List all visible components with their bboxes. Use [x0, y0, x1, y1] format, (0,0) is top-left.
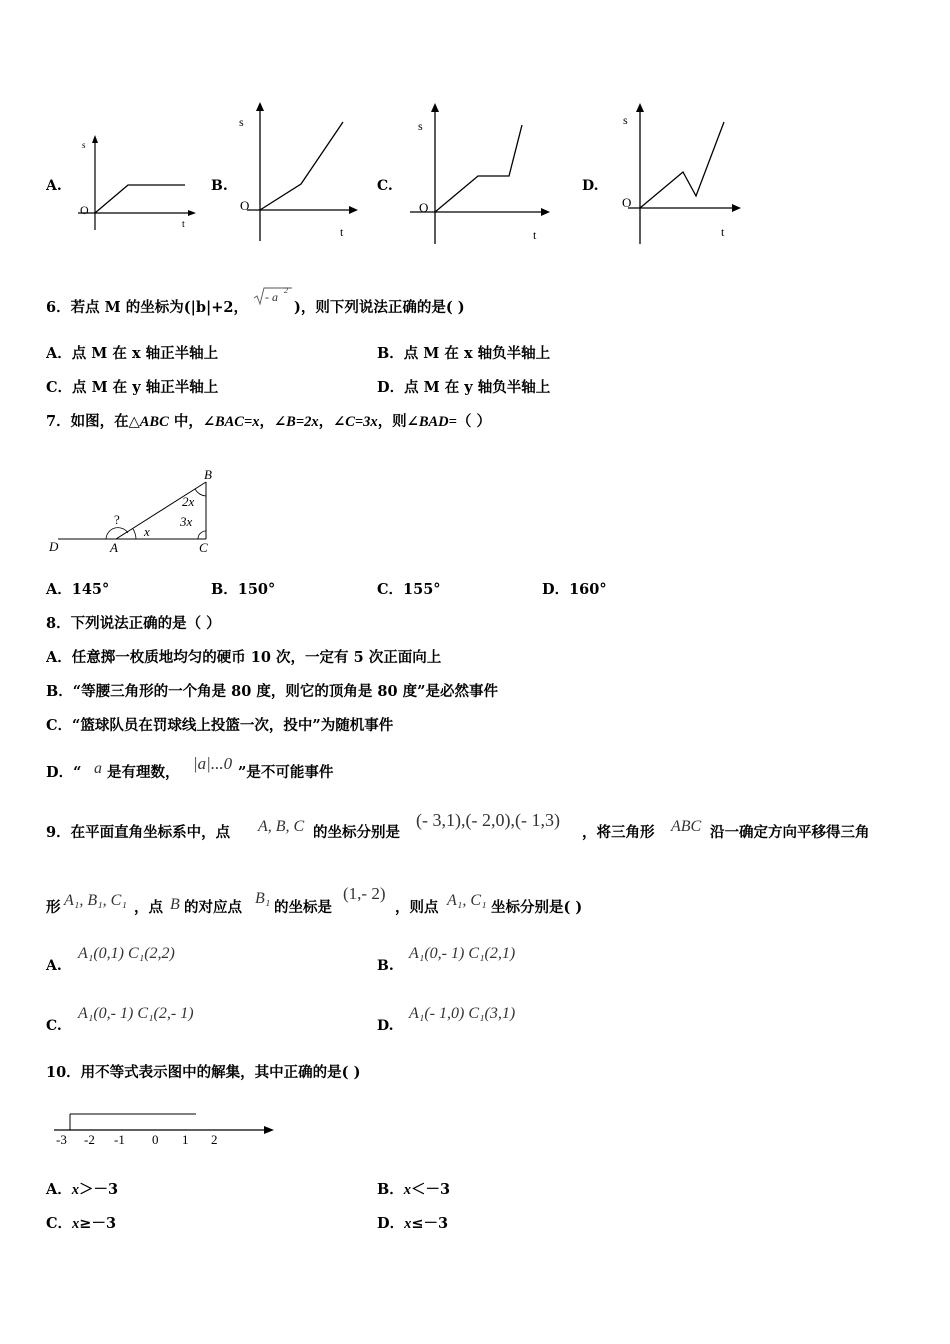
q8-stem: 8．下列说法正确的是（ ）	[46, 615, 221, 632]
q7-text: ，∠	[318, 413, 346, 430]
q9-coords: (- 3,1),(- 2,0),(- 1,3)	[416, 810, 560, 830]
angle-x-label: x	[144, 524, 150, 539]
angle-2x-label: 2x	[182, 494, 195, 509]
q9-text: ，点	[134, 899, 163, 916]
q7-text: 中，∠	[168, 413, 215, 430]
q9-text: ，则点	[395, 899, 439, 916]
q9-text: ，将三角形	[582, 824, 655, 841]
tick-label: 1	[182, 1132, 189, 1147]
option-letter: B．	[377, 1181, 404, 1198]
q10-stem: 10．用不等式表示图中的解集，其中正确的是( )	[46, 1064, 361, 1081]
q10-option-d[interactable]	[377, 1214, 448, 1234]
q7-triangle-figure	[44, 460, 224, 560]
t-label: t	[340, 225, 344, 239]
option-letter: A．	[46, 1181, 72, 1198]
option-letter: D.	[582, 178, 599, 194]
q7-text: ，∠	[259, 413, 287, 430]
option-letter: D．	[377, 1215, 405, 1232]
option-var: x	[72, 1216, 80, 1232]
q9-points: A, B, C	[258, 818, 305, 835]
s-label: s	[239, 115, 244, 129]
origin-label: O	[622, 195, 632, 210]
tick-label: 0	[152, 1132, 159, 1147]
q10-option-c[interactable]	[46, 1214, 116, 1234]
q6-radicand: - a	[265, 290, 278, 304]
graph-c	[405, 98, 555, 246]
option-letter: D.	[377, 1018, 394, 1034]
q9-option-c-text: A₁(0,- 1) C₁(2,- 1)	[78, 1005, 194, 1022]
q8-d-abs: |a|...0	[193, 754, 233, 773]
q8-option-a[interactable]: A．任意掷一枚质地均匀的硬币 10 次，一定有 5 次正面向上	[46, 649, 442, 666]
t-label: t	[721, 225, 725, 239]
question-angle-label: ?	[114, 512, 120, 527]
q7-angle-b: B=2x	[286, 414, 319, 430]
option-letter: B.	[377, 958, 394, 974]
q8-d-mid: 是有理数，	[107, 764, 180, 781]
s-label: s	[82, 140, 86, 150]
q7-angle-c: C=3x	[345, 414, 378, 430]
q9-option-a-text: A₁(0,1) C₁(2,2)	[78, 945, 175, 962]
q7-option-b[interactable]: B．150°	[211, 581, 276, 598]
q8-d-suffix: ”是不可能事件	[238, 764, 334, 781]
q9-text: 的坐标是	[274, 899, 332, 916]
q9-points-a1c1: A₁, C₁	[447, 892, 487, 909]
point-c-label: C	[199, 540, 208, 555]
tick-label: -1	[114, 1132, 125, 1147]
q7-abc: ABC	[139, 414, 169, 430]
point-a-label: A	[110, 540, 118, 555]
q9-point-b: B	[170, 896, 180, 913]
q7-stem	[46, 412, 491, 432]
q6-stem	[46, 298, 248, 318]
q7-text: 7．如图，在△	[46, 413, 140, 430]
q6-stem-prefix: 6．若点 M 的坐标为(|b|+2，	[46, 299, 249, 316]
option-var: x	[404, 1216, 412, 1232]
option-letter: C.	[377, 178, 393, 194]
angle-3x-label: 3x	[180, 514, 193, 529]
q8-option-c[interactable]: C．“篮球队员在罚球线上投篮一次，投中”为随机事件	[46, 717, 394, 734]
q9-image-points: A₁, B₁, C₁	[64, 892, 127, 909]
q6-exponent: 2	[284, 286, 288, 295]
q7-text: ，则∠	[377, 413, 419, 430]
option-letter: C.	[46, 1018, 62, 1034]
graph-d	[608, 98, 748, 246]
q7-angle-bad: BAD=	[418, 414, 457, 430]
origin-label: O	[80, 203, 89, 217]
graph-b	[235, 98, 365, 243]
q7-angle-bac: BAC=x	[214, 414, 260, 430]
q9-text: 9．在平面直角坐标系中，点	[46, 824, 231, 841]
s-label: s	[418, 119, 423, 133]
origin-label: O	[419, 200, 429, 215]
q9-option-b-text: A₁(0,- 1) C₁(2,1)	[409, 945, 516, 962]
tick-label: -2	[84, 1132, 95, 1147]
q10-option-b[interactable]	[377, 1180, 450, 1200]
point-b-label: B	[204, 467, 212, 482]
q9-option-d-text: A₁(- 1,0) C₁(3,1)	[409, 1005, 516, 1022]
q8-d-var: a	[94, 760, 102, 777]
q7-option-a[interactable]: A．145°	[46, 581, 110, 598]
q9-b1-coord: (1,- 2)	[343, 884, 386, 903]
option-letter: A.	[46, 178, 62, 194]
q9-triangle: ABC	[671, 818, 702, 835]
q6-option-c[interactable]: C．点 M 在 y 轴正半轴上	[46, 379, 219, 396]
q8-d-prefix: D．“	[46, 764, 82, 781]
q6-stem-suffix: )，则下列说法正确的是( )	[294, 299, 465, 316]
q8-option-b[interactable]: B．“等腰三角形的一个角是 80 度，则它的顶角是 80 度”是必然事件	[46, 683, 498, 700]
q10-number-line	[46, 1105, 281, 1151]
q6-option-a[interactable]: A．点 M 在 x 轴正半轴上	[46, 345, 219, 362]
q9-text: 形	[46, 899, 61, 916]
q6-option-b[interactable]: B．点 M 在 x 轴负半轴上	[377, 345, 551, 362]
graph-a	[70, 130, 200, 235]
option-var: x	[71, 1182, 80, 1198]
option-rel: ≤－3	[411, 1215, 449, 1232]
option-rel: ≥－3	[79, 1215, 117, 1232]
option-rel: ＜－3	[411, 1181, 451, 1198]
option-letter: B.	[211, 178, 228, 194]
q9-text: 的坐标分别是	[313, 824, 400, 841]
q9-text: 的对应点	[184, 899, 242, 916]
t-label: t	[533, 228, 537, 242]
q7-text: （ ）	[456, 413, 491, 430]
q6-option-d[interactable]: D．点 M 在 y 轴负半轴上	[377, 379, 551, 396]
q9-text: 坐标分别是( )	[491, 899, 583, 916]
q9-point-b1: B₁	[255, 890, 271, 907]
option-letter: C．	[46, 1215, 73, 1232]
origin-label: O	[240, 198, 250, 213]
option-rel: ＞－3	[79, 1181, 119, 1198]
q10-option-a[interactable]	[46, 1180, 118, 1200]
t-label: t	[182, 219, 185, 230]
option-var: x	[403, 1182, 412, 1198]
tick-label: -3	[56, 1132, 67, 1147]
q9-text: 沿一确定方向平移得三角	[710, 824, 870, 841]
point-d-label: D	[49, 539, 59, 554]
option-letter: A.	[46, 958, 62, 974]
q7-option-d[interactable]: D．160°	[542, 581, 607, 598]
tick-label: 2	[211, 1132, 218, 1147]
q7-option-c[interactable]: C．155°	[377, 581, 441, 598]
s-label: s	[623, 113, 628, 127]
